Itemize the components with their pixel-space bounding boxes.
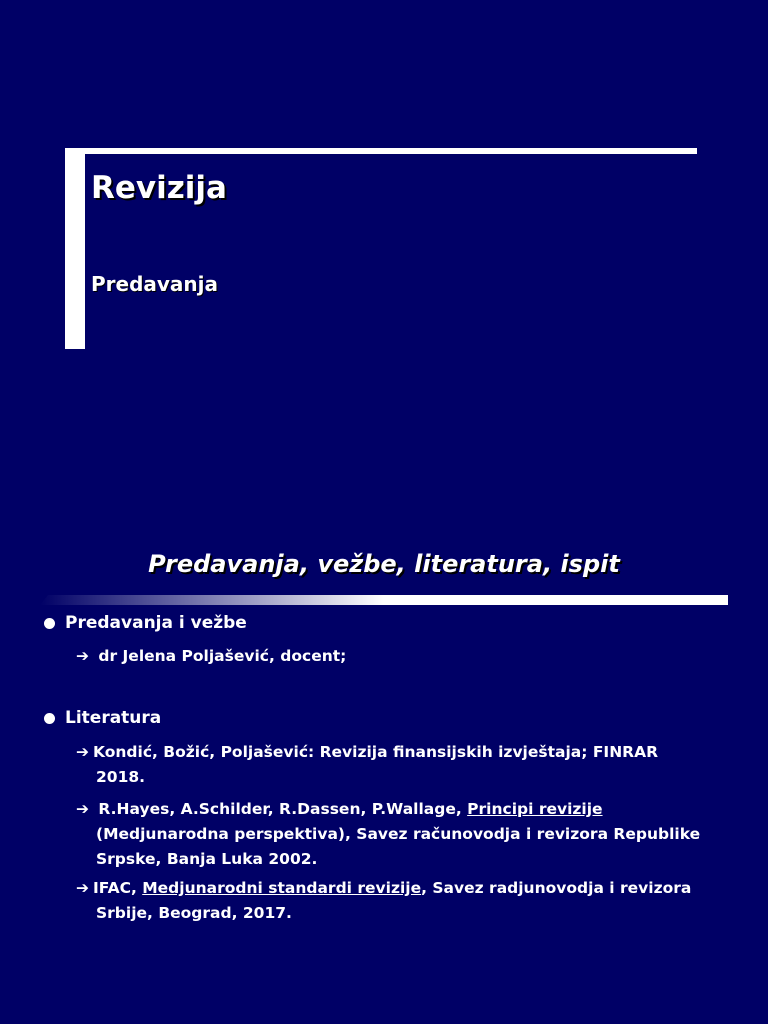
bullet-label: Predavanja i vežbe [65,613,247,633]
sub-item-text: Kondić, Božić, Poljašević: Revizija finansijskih izvještaja; FINRAR [93,743,659,761]
vertical-accent-bar [65,148,85,349]
sub-item [76,740,726,790]
book-link[interactable]: Principi revizije [467,800,603,818]
bullet-dot-icon [44,713,55,724]
slide-2 [0,512,768,1024]
sub-item-text: R.Hayes, A.Schilder, R.Dassen, P.Wallage, [98,800,468,818]
slide-subtitle: Predavanja [91,272,219,296]
arrow-right-icon: ➔ [76,743,89,761]
arrow-right-icon: ➔ [76,647,89,665]
sub-item-text-cont: (Medjunarodna perspektiva), Savez računovodja i revizora Republike [96,825,701,843]
bullet-dot-icon [44,618,55,629]
standards-link[interactable]: Medjunarodni standardi revizije [142,879,422,897]
slide-title: Predavanja, vežbe, literatura, ispit [148,550,620,578]
sub-item-text: dr Jelena Poljašević, docent; [98,647,347,665]
slide-title: Revizija [91,170,227,206]
sub-item-text: IFAC, [93,879,143,897]
sub-item-text-cont: Srpske, Banja Luka 2002. [96,850,318,868]
sub-item-text: , Savez radjunovodja i revizora [421,879,692,897]
sub-item [76,876,726,926]
sub-item [76,797,726,872]
sub-item-text-cont: 2018. [96,768,146,786]
sub-item [76,644,726,669]
arrow-right-icon: ➔ [76,879,89,897]
sub-item-text-cont: Srbije, Beograd, 2017. [96,904,292,922]
title-underline-rule [40,595,728,605]
bullet-item [44,613,247,633]
horizontal-accent-bar [65,148,697,154]
arrow-right-icon: ➔ [76,800,89,818]
bullet-item [44,708,161,728]
bullet-label: Literatura [65,708,162,728]
